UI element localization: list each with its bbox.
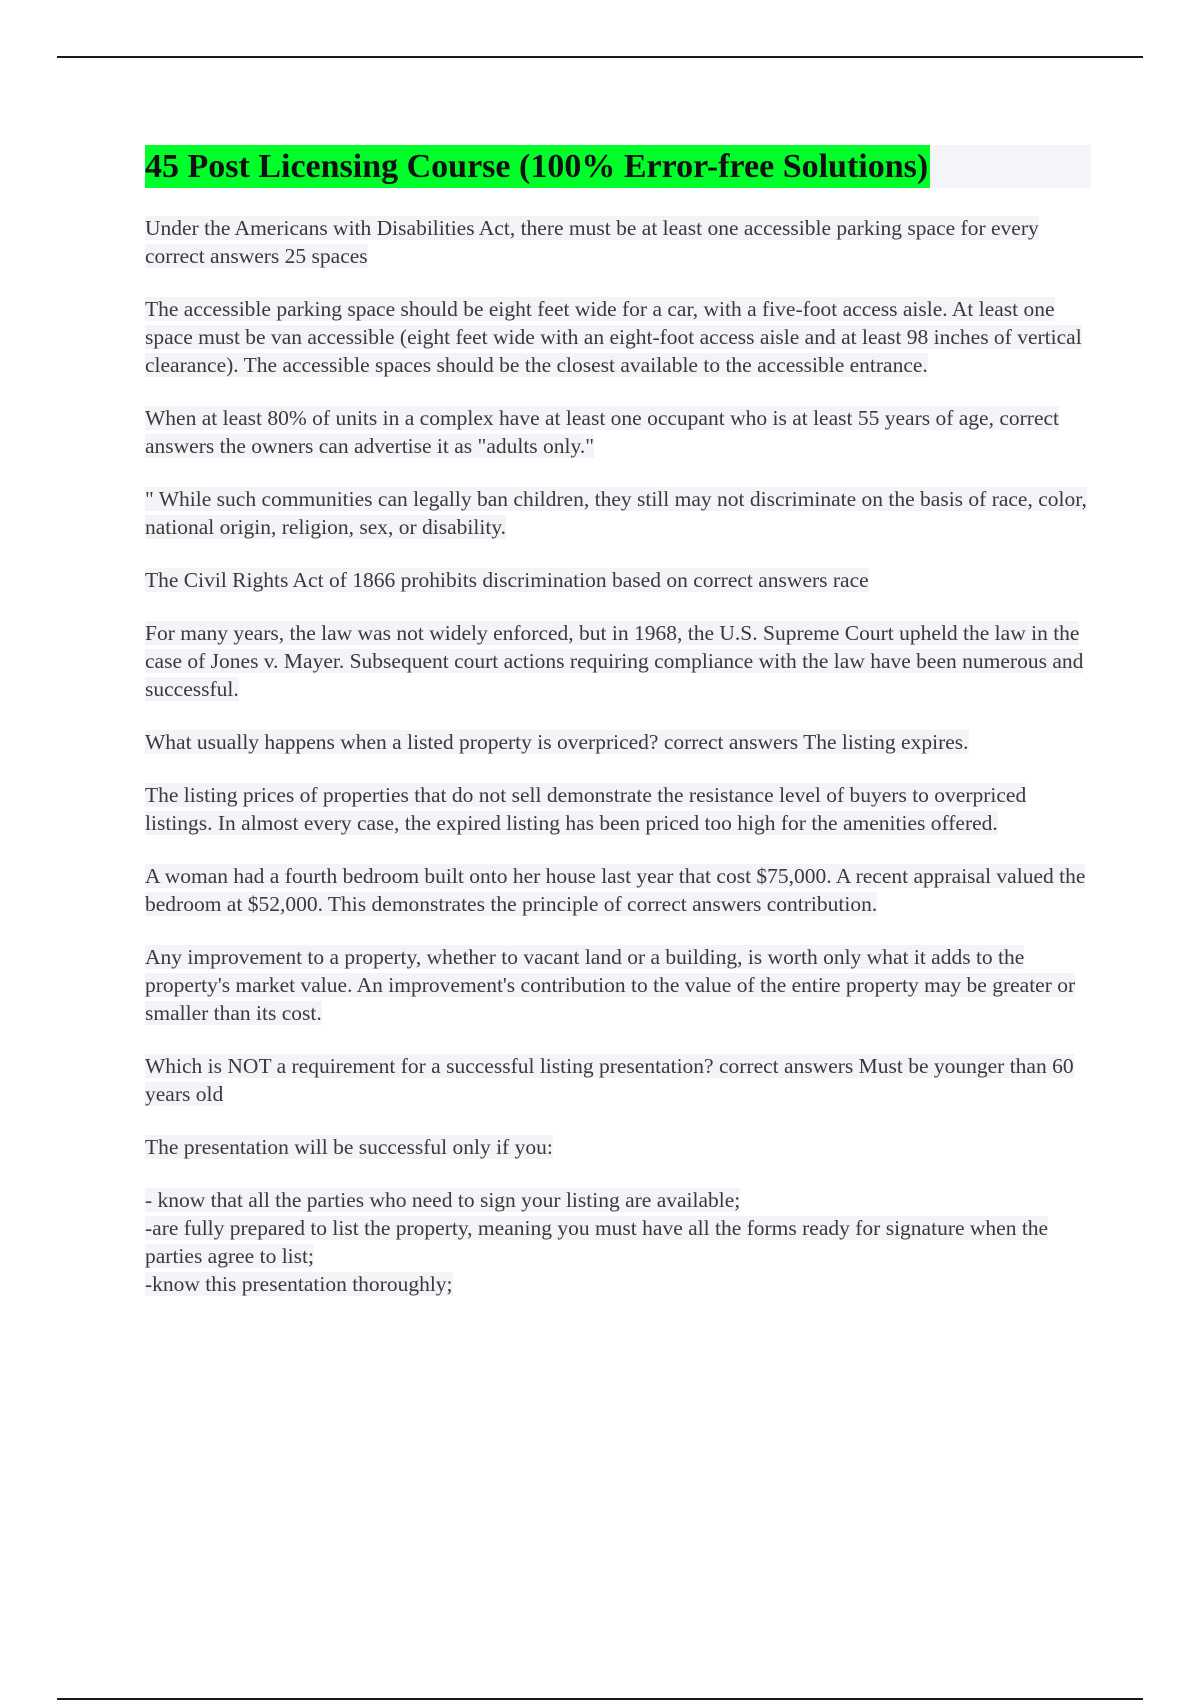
- paragraph: [145, 404, 1095, 460]
- paragraph-text: The Civil Rights Act of 1866 prohibits discrimination based on correct answers race: [145, 568, 869, 592]
- list-item: [145, 1214, 1095, 1270]
- paragraph: [145, 485, 1095, 541]
- title-band: [145, 145, 1091, 188]
- list-item: [145, 1270, 1095, 1298]
- paragraph: [145, 862, 1095, 918]
- paragraph-text: Which is NOT a requirement for a successful listing presentation? correct answers Must be younger than 60 years old: [145, 1054, 1074, 1106]
- paragraph-text: For many years, the law was not widely enforced, but in 1968, the U.S. Supreme Court upheld the law in the case of Jones v. Mayer. Subsequent court actions requiring compliance with the law have been numerous and successful.: [145, 621, 1084, 701]
- list-item: [145, 1186, 1095, 1214]
- paragraph-text: " While such communities can legally ban children, they still may not discriminate on the basis of race, color, national origin, religion, sex, or disability.: [145, 487, 1087, 539]
- paragraph-text: The listing prices of properties that do not sell demonstrate the resistance level of buyers to overpriced listings. In almost every case, the expired listing has been priced too high for the amenities offered.: [145, 783, 1027, 835]
- paragraph: [145, 295, 1095, 379]
- paragraph: [145, 943, 1095, 1027]
- paragraph-text: The presentation will be successful only if you:: [145, 1135, 553, 1159]
- paragraph: [145, 214, 1095, 270]
- paragraph-text: What usually happens when a listed property is overpriced? correct answers The listing expires.: [145, 730, 969, 754]
- paragraph-text: When at least 80% of units in a complex have at least one occupant who is at least 55 years of age, correct answers the owners can advertise it as "adults only.": [145, 406, 1060, 458]
- list-item-text: -know this presentation thoroughly;: [145, 1272, 453, 1296]
- paragraph-text: The accessible parking space should be eight feet wide for a car, with a five-foot access aisle. At least one space must be van accessible (eight feet wide with an eight-foot access aisle and at least 98 inches of vertical clearance). The accessible spaces should be the closest available to the accessible entrance.: [145, 297, 1082, 377]
- paragraph-text: A woman had a fourth bedroom built onto her house last year that cost $75,000. A recent appraisal valued the bedroom at $52,000. This demonstrates the principle of correct answers contribution.: [145, 864, 1086, 916]
- header-rule: [57, 56, 1143, 58]
- paragraph: [145, 1052, 1095, 1108]
- paragraph: [145, 781, 1095, 837]
- paragraph: [145, 1133, 1095, 1161]
- paragraph-text: Any improvement to a property, whether to vacant land or a building, is worth only what it adds to the property's market value. An improvement's contribution to the value of the entire property may be greater or smaller than its cost.: [145, 945, 1076, 1025]
- list-item-text: -are fully prepared to list the property, meaning you must have all the forms ready for signature when the parties agree to list;: [145, 1216, 1049, 1268]
- list-item-text: - know that all the parties who need to sign your listing are available;: [145, 1188, 741, 1212]
- document-body: [145, 214, 1095, 1298]
- paragraph-text: Under the Americans with Disabilities Act, there must be at least one accessible parking space for every correct answers 25 spaces: [145, 216, 1039, 268]
- requirements-list: [145, 1186, 1095, 1298]
- paragraph: [145, 728, 1095, 756]
- paragraph: [145, 566, 1095, 594]
- paragraph: [145, 619, 1095, 703]
- document-title: 45 Post Licensing Course (100% Error-free Solutions): [145, 145, 930, 188]
